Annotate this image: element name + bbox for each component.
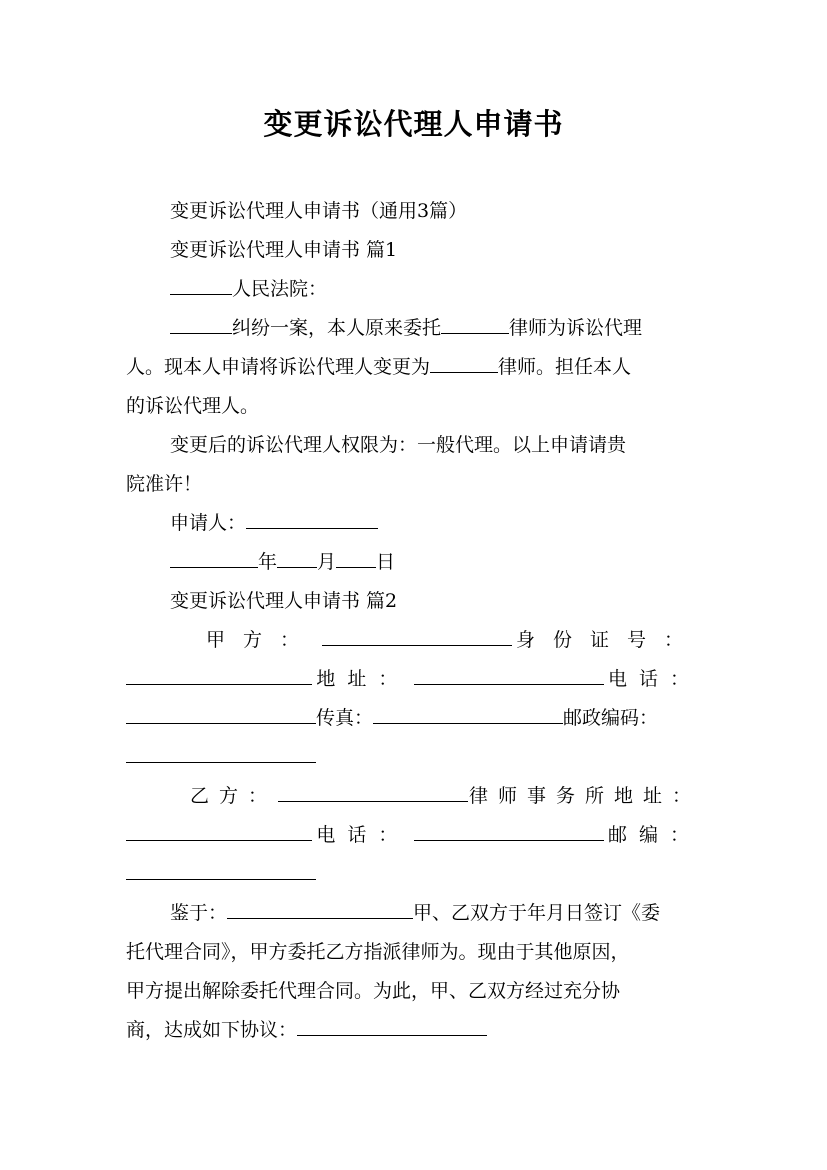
party-b-line: [190, 783, 701, 809]
id-no-blank: [126, 666, 312, 685]
postcode-blank: [126, 744, 316, 763]
phone-b-blank: [414, 822, 604, 841]
phone-b-line: [126, 822, 701, 848]
p1-line3: 的诉讼代理人。: [126, 395, 260, 417]
agreement-blank: [297, 1017, 487, 1036]
party-a-blank: [322, 627, 512, 646]
fax-blank: [373, 705, 563, 724]
year-label: 年: [258, 551, 278, 573]
phone-label: 电话：: [607, 668, 701, 690]
id-no-label: 身份证号：: [515, 629, 701, 651]
phone-blank: [126, 705, 316, 724]
court-label: 人民法院：: [232, 278, 328, 300]
p2-line2: 院准许！: [126, 473, 203, 495]
applicant-blank: [246, 510, 378, 529]
body-line4-text: 商，达成如下协议：: [126, 1019, 298, 1041]
party-a-line: [206, 627, 701, 653]
law-firm-address-label: 律师事务所地址：: [468, 785, 701, 807]
fax-line: [126, 705, 701, 731]
p2-line1: 变更后的诉讼代理人权限为：一般代理。以上申请请贵: [170, 434, 627, 456]
court-line: [170, 276, 701, 302]
part2-heading: 变更诉讼代理人申请书 篇2: [170, 590, 398, 612]
p1-line1: [170, 315, 701, 341]
lawyer-blank-2: [430, 354, 498, 373]
address-label: 地址：: [316, 668, 410, 690]
party-b-blank: [278, 783, 468, 802]
part1-heading: 变更诉讼代理人申请书 篇1: [170, 239, 398, 261]
date-line: [170, 549, 701, 575]
body-line4: [126, 1017, 701, 1043]
lawyer-blank-1: [441, 315, 509, 334]
p1-line2-text-b: 律师。担任本人: [498, 356, 632, 378]
address-blank: [414, 666, 604, 685]
applicant-label: 申请人：: [170, 512, 247, 534]
party-a-label: 甲方：: [206, 629, 318, 651]
document-subtitle: 变更诉讼代理人申请书（通用3篇）: [170, 200, 468, 222]
year-blank: [170, 549, 258, 568]
p1-text-a: 纠纷一案，本人原来委托: [232, 317, 442, 339]
postcode-label: 邮政编码：: [563, 707, 659, 729]
body-line1-text-b: 甲、乙双方于年月日签订《委: [413, 902, 661, 924]
dispute-blank: [170, 315, 232, 334]
p1-text-b: 律师为诉讼代理: [509, 317, 643, 339]
document-title: 变更诉讼代理人申请书: [263, 107, 564, 141]
applicant-line: [170, 510, 701, 536]
body-line2: 托代理合同》，甲方委托乙方指派律师为。现由于其他原因，: [126, 941, 630, 963]
p1-line2-text-a: 人。现本人申请将诉讼代理人变更为: [126, 356, 431, 378]
body-line3: 甲方提出解除委托代理合同。为此，甲、乙双方经过充分协: [126, 980, 621, 1002]
postcode-blank-line: [126, 744, 701, 770]
body-line1-text-a: 鉴于：: [170, 902, 228, 924]
fax-label: 传真：: [316, 707, 374, 729]
day-label: 日: [376, 551, 396, 573]
party-b-label: 乙方：: [190, 785, 278, 807]
law-firm-address-blank: [126, 822, 312, 841]
address-line: [126, 666, 701, 692]
body-line1: [170, 900, 701, 926]
postcode-b-blank: [126, 861, 316, 880]
postcode-b-blank-line: [126, 861, 701, 887]
month-label: 月: [317, 551, 337, 573]
phone-b-label: 电话：: [316, 824, 410, 846]
p1-line2: [126, 354, 701, 380]
day-blank: [336, 549, 376, 568]
sign-date-blank: [227, 900, 413, 919]
postcode-b-label: 邮编：: [607, 824, 701, 846]
month-blank: [277, 549, 317, 568]
court-blank: [170, 276, 232, 295]
